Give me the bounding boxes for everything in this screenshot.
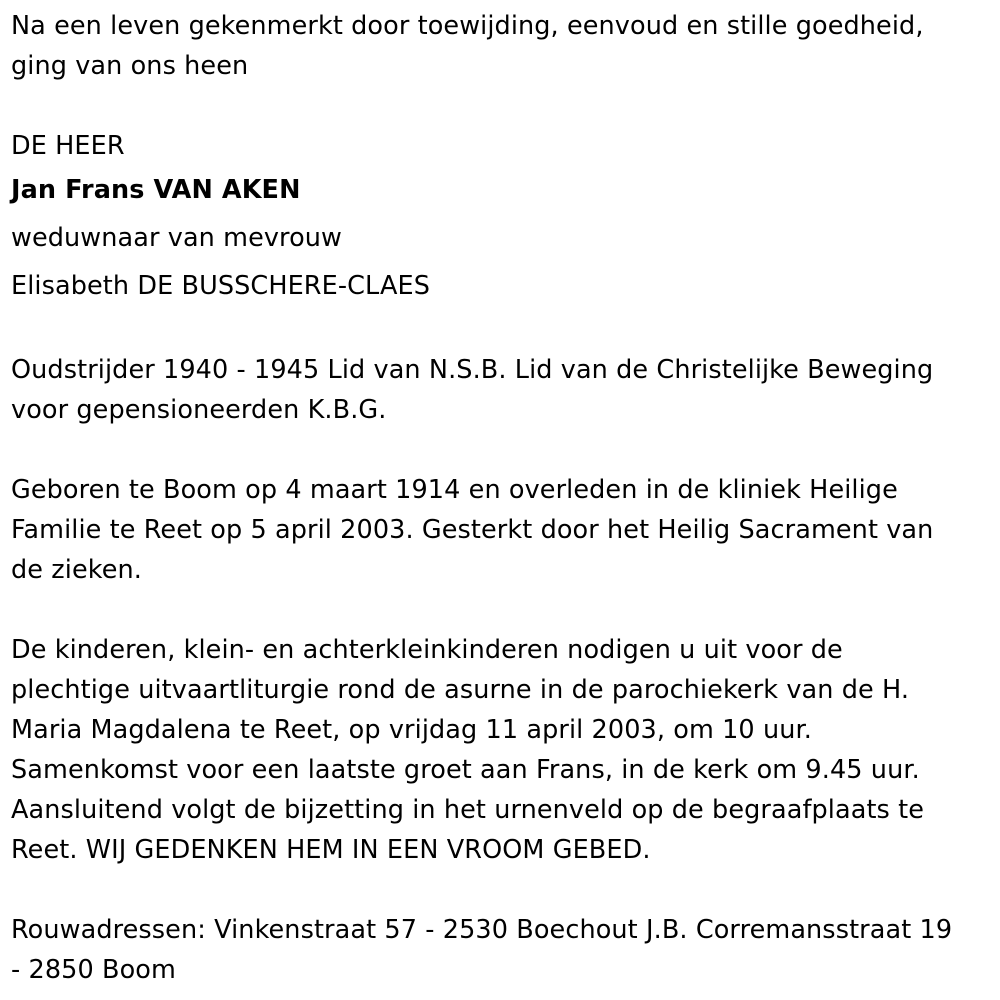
funeral-line: plechtige uitvaartliturgie rond de asurne in de parochiekerk van de H.	[11, 675, 910, 705]
person-title: DE HEER	[11, 131, 125, 161]
life-line: Geboren te Boom op 4 maart 1914 en overleden in de kliniek Heilige	[11, 475, 898, 505]
spouse-name: Elisabeth DE BUSSCHERE-CLAES	[11, 271, 430, 301]
funeral-paragraph	[11, 630, 1000, 870]
addresses-line: Rouwadressen: Vinkenstraat 57 - 2530 Boechout J.B. Corremansstraat 19	[11, 915, 953, 945]
funeral-line: Samenkomst voor een laatste groet aan Frans, in de kerk om 9.45 uur.	[11, 755, 920, 785]
funeral-line: De kinderen, klein- en achterkleinkinderen nodigen u uit voor de	[11, 635, 843, 665]
life-paragraph	[11, 470, 1000, 590]
person-block	[11, 126, 1000, 310]
addresses-line: - 2850 Boom	[11, 955, 176, 985]
person-relation: weduwnaar van mevrouw	[11, 223, 342, 253]
intro-line: ging van ons heen	[11, 51, 249, 81]
life-line: Familie te Reet op 5 april 2003. Gesterkt door het Heilig Sacrament van	[11, 515, 934, 545]
intro-line: Na een leven gekenmerkt door toewijding, eenvoud en stille goedheid,	[11, 11, 924, 41]
intro-paragraph	[11, 6, 1000, 86]
addresses-paragraph	[11, 910, 1000, 990]
memberships-paragraph	[11, 350, 1000, 430]
funeral-line: Aansluitend volgt de bijzetting in het urnenveld op de begraafplaats te	[11, 795, 925, 825]
funeral-line: Reet. WIJ GEDENKEN HEM IN EEN VROOM GEBED.	[11, 835, 651, 865]
life-line: de zieken.	[11, 555, 142, 585]
memberships-line: voor gepensioneerden K.B.G.	[11, 395, 387, 425]
funeral-line: Maria Magdalena te Reet, op vrijdag 11 april 2003, om 10 uur.	[11, 715, 812, 745]
memberships-line: Oudstrijder 1940 - 1945 Lid van N.S.B. Lid van de Christelijke Beweging	[11, 355, 934, 385]
person-name: Jan Frans VAN AKEN	[11, 175, 301, 205]
